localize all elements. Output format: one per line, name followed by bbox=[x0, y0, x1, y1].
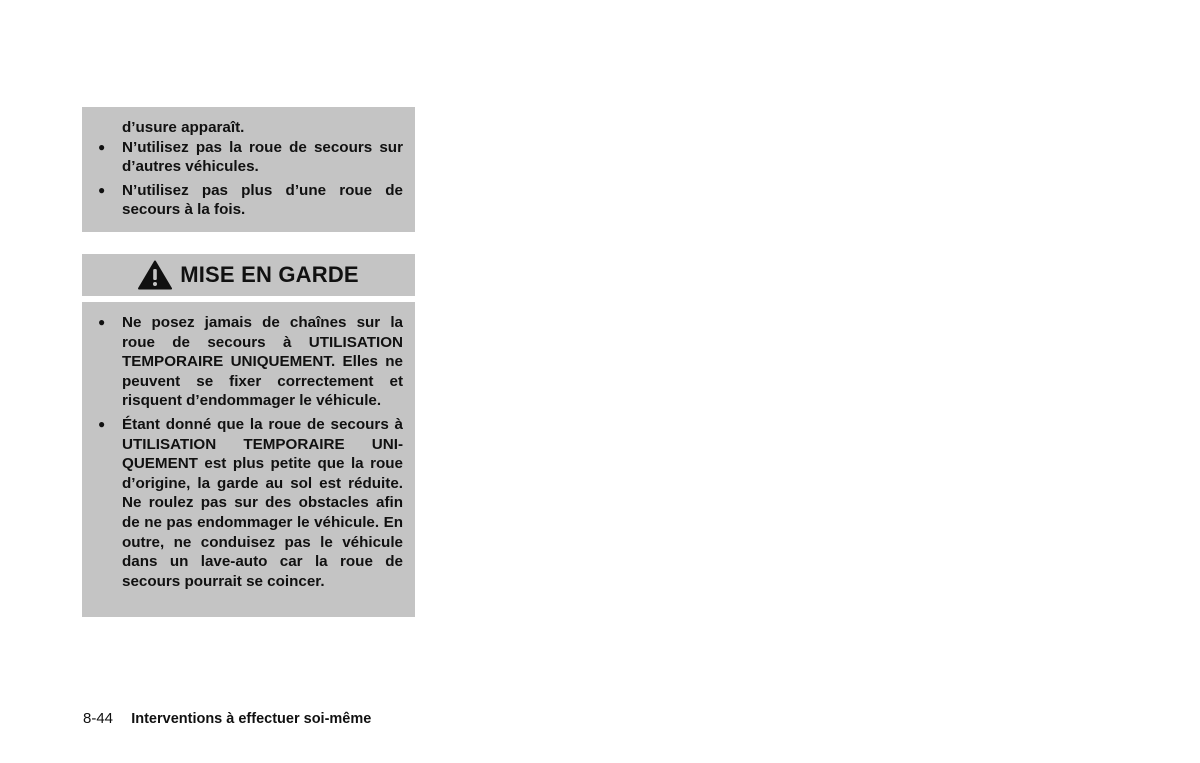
list-item-text: Étant donné que la roue de secours à UTILISATION TEMPORAIRE UNIQUEMENT est plus petite que la roue d’origine, la garde au sol est réduite. Ne roulez pas sur des obstacles afin de ne pas endommager le véhicule. En outre, ne conduisez pas le véhicule dans un lave-auto car la roue de secours pourrait se coincer. bbox=[122, 415, 403, 590]
bullet-icon: ● bbox=[98, 416, 106, 431]
continued-notice-box bbox=[82, 107, 415, 232]
list-item bbox=[94, 181, 403, 220]
bullet-icon: ● bbox=[98, 139, 106, 154]
list-item bbox=[94, 138, 403, 177]
list-item bbox=[94, 415, 403, 591]
continued-text: d’usure apparaît. bbox=[122, 119, 245, 136]
list-item-text: N’utilisez pas plus d’une roue de secours à la fois. bbox=[122, 181, 403, 219]
warning-list bbox=[94, 313, 403, 591]
warning-header bbox=[82, 254, 415, 296]
list-item-text: Ne posez jamais de chaînes sur la roue de secours à UTILISATION TEMPORAIRE UNIQUEMENT. Elles ne peuvent se fixer correctement et risquent d’endommager le véhicule. bbox=[122, 314, 403, 410]
bullet-icon: ● bbox=[98, 182, 106, 197]
page-number: 8-44 bbox=[83, 710, 114, 727]
bullet-icon: ● bbox=[98, 315, 106, 329]
notice-list bbox=[94, 138, 403, 220]
warning-triangle-icon bbox=[138, 260, 172, 290]
page-footer bbox=[83, 710, 371, 727]
warning-body bbox=[82, 302, 415, 617]
warning-title: MISE EN GARDE bbox=[180, 262, 359, 287]
section-title: Interventions à effectuer soi-même bbox=[131, 711, 372, 727]
list-item bbox=[94, 313, 403, 411]
list-item-text: N’utilisez pas la roue de secours sur d’autres véhicules. bbox=[122, 138, 403, 176]
